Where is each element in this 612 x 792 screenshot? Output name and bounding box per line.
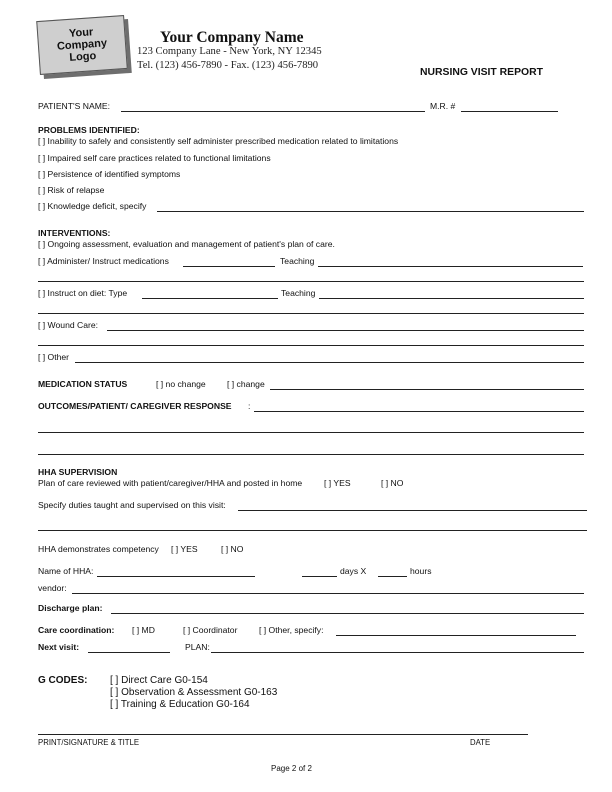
problem-checkbox-medication[interactable]: [ ] Inability to safely and consistently self administer prescribed medication related to limitations (38, 136, 399, 146)
problem-checkbox-knowledge[interactable]: [ ] Knowledge deficit, specify (38, 201, 147, 211)
hha-heading: HHA SUPERVISION (38, 467, 118, 477)
intervention-checkbox-administer[interactable]: [ ] Administer/ Instruct medications (38, 256, 169, 266)
medication-status-label: MEDICATION STATUS (38, 379, 128, 389)
company-name: Your Company Name (160, 29, 304, 46)
medication-no-change-checkbox[interactable]: [ ] no change (156, 379, 206, 389)
outcomes-field[interactable] (254, 411, 584, 412)
hha-competency-no-checkbox[interactable]: [ ] NO (221, 544, 244, 554)
hha-days-field[interactable] (302, 576, 337, 577)
diet-teaching-label: Teaching (281, 288, 316, 298)
diet-extra-line[interactable] (38, 313, 584, 314)
logo-line-1: Your (68, 26, 94, 40)
next-visit-field[interactable] (88, 652, 170, 653)
report-title: NURSING VISIT REPORT (420, 67, 543, 78)
plan-field[interactable] (211, 652, 584, 653)
logo-line-3: Logo (68, 50, 97, 64)
g-codes-label: G CODES: (38, 675, 88, 686)
care-coordination-label: Care coordination: (38, 625, 115, 635)
hha-name-label: Name of HHA: (38, 566, 94, 576)
patient-name-label: PATIENT'S NAME: (38, 101, 110, 111)
mr-label: M.R. # (430, 101, 456, 111)
problem-checkbox-symptoms[interactable]: [ ] Persistence of identified symptoms (38, 169, 181, 179)
problems-heading: PROBLEMS IDENTIFIED: (38, 125, 140, 135)
hha-plan-text: Plan of care reviewed with patient/caregiver/HHA and posted in home (38, 478, 303, 488)
signature-label: PRINT/SIGNATURE & TITLE (38, 738, 140, 747)
company-phone-fax: Tel. (123) 456-7890 - Fax. (123) 456-7890 (137, 60, 319, 71)
intervention-checkbox-other[interactable]: [ ] Other (38, 352, 70, 362)
vendor-label: vendor: (38, 583, 67, 593)
outcomes-label: OUTCOMES/PATIENT/ CAREGIVER RESPONSE (38, 401, 232, 411)
intervention-checkbox-diet[interactable]: [ ] Instruct on diet: Type (38, 288, 128, 298)
hha-duties-field[interactable] (238, 510, 587, 511)
diet-type-field[interactable] (142, 298, 278, 299)
outcomes-line-2[interactable] (38, 432, 584, 433)
hha-competency-label: HHA demonstrates competency (38, 544, 159, 554)
intervention-checkbox-ongoing[interactable]: [ ] Ongoing assessment, evaluation and management of patient's plan of care. (38, 239, 335, 249)
company-logo (36, 15, 128, 75)
date-label: DATE (470, 738, 491, 747)
administer-medications-field[interactable] (183, 266, 275, 267)
hha-name-field[interactable] (97, 576, 255, 577)
hha-competency-yes-checkbox[interactable]: [ ] YES (171, 544, 198, 554)
discharge-plan-field[interactable] (111, 613, 584, 614)
care-coordinator-checkbox[interactable]: [ ] Coordinator (183, 625, 238, 635)
signature-line[interactable] (38, 734, 528, 735)
problem-checkbox-self-care[interactable]: [ ] Impaired self care practices related to functional limitations (38, 153, 271, 163)
discharge-plan-label: Discharge plan: (38, 603, 103, 613)
administer-teaching-field[interactable] (318, 266, 583, 267)
care-other-field[interactable] (336, 635, 576, 636)
outcomes-line-3[interactable] (38, 454, 584, 455)
next-visit-label: Next visit: (38, 642, 80, 652)
g-code-training-checkbox[interactable]: [ ] Training & Education G0-164 (110, 699, 250, 710)
plan-label: PLAN: (185, 642, 210, 652)
outcomes-colon: : (248, 401, 251, 411)
medication-change-field[interactable] (270, 389, 584, 390)
diet-teaching-field[interactable] (319, 298, 584, 299)
hha-hours-label: hours (410, 566, 432, 576)
company-address: 123 Company Lane - New York, NY 12345 (137, 46, 322, 57)
logo-line-2: Company (56, 37, 108, 53)
hha-duties-label: Specify duties taught and supervised on this visit: (38, 500, 226, 510)
patient-name-field[interactable] (121, 111, 425, 112)
administer-extra-line[interactable] (38, 281, 584, 282)
hha-duties-line-2[interactable] (38, 530, 587, 531)
hha-plan-yes-checkbox[interactable]: [ ] YES (324, 478, 351, 488)
interventions-heading: INTERVENTIONS: (38, 228, 111, 238)
care-md-checkbox[interactable]: [ ] MD (132, 625, 155, 635)
other-intervention-field[interactable] (75, 362, 584, 363)
vendor-field[interactable] (72, 593, 584, 594)
wound-care-field[interactable] (107, 330, 584, 331)
hha-plan-no-checkbox[interactable]: [ ] NO (381, 478, 404, 488)
hha-days-label: days X (340, 566, 367, 576)
mr-number-field[interactable] (461, 111, 558, 112)
wound-extra-line[interactable] (38, 345, 584, 346)
page-number: Page 2 of 2 (271, 764, 312, 773)
hha-hours-field[interactable] (378, 576, 407, 577)
care-other-checkbox[interactable]: [ ] Other, specify: (259, 625, 324, 635)
knowledge-deficit-field[interactable] (157, 211, 584, 212)
problem-checkbox-relapse[interactable]: [ ] Risk of relapse (38, 185, 105, 195)
g-code-direct-care-checkbox[interactable]: [ ] Direct Care G0-154 (110, 675, 208, 686)
g-code-observation-checkbox[interactable]: [ ] Observation & Assessment G0-163 (110, 687, 278, 698)
medication-change-checkbox[interactable]: [ ] change (227, 379, 265, 389)
administer-teaching-label: Teaching (280, 256, 315, 266)
intervention-checkbox-wound[interactable]: [ ] Wound Care: (38, 320, 99, 330)
